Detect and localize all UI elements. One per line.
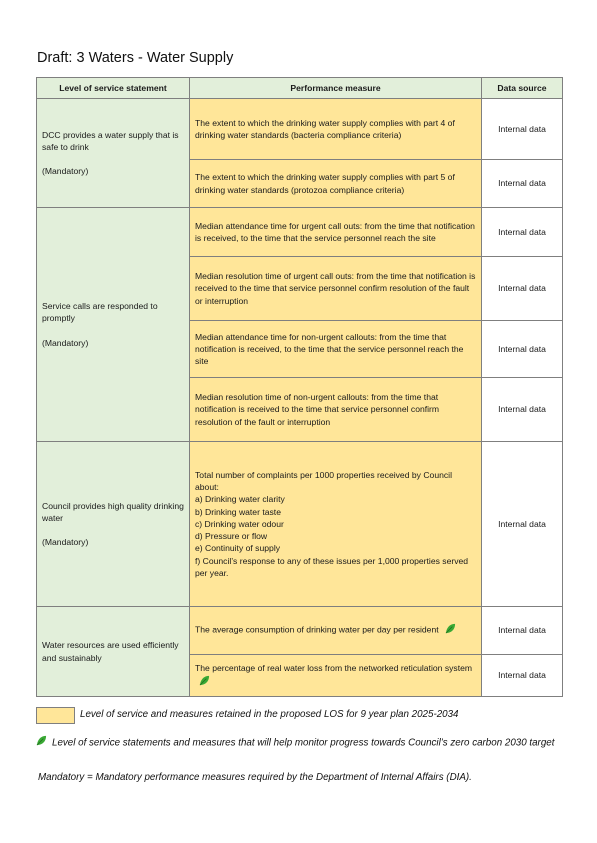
source-cell: Internal data <box>482 160 563 208</box>
statement-cell <box>37 208 190 442</box>
statement-text: DCC provides a water supply that is safe to drink <box>42 129 179 152</box>
legend-zero-carbon <box>36 735 556 751</box>
measure-cell: Median attendance time for non-urgent callouts: from the time that notification is received, to the time that the service personnel reach the site <box>190 321 482 378</box>
measure-cell: Median resolution time of urgent call outs: from the time that notification is received to the time that service personnel confirm resolution of the fault or interruption <box>190 257 482 321</box>
level-of-service-table <box>36 77 563 697</box>
measure-item: d) Pressure or flow <box>195 531 268 542</box>
mandatory-label: (Mandatory) <box>42 537 89 548</box>
measure-cell: Median resolution time of non-urgent callouts: from the time that notification is received to the time that service personnel confirm resolution of the fault or interruption <box>190 378 482 442</box>
table-row <box>37 607 563 655</box>
leaf-icon <box>445 623 456 637</box>
measure-item: b) Drinking water taste <box>195 506 281 517</box>
statement-cell <box>37 607 190 697</box>
measure-cell: The extent to which the drinking water supply complies with part 4 of drinking water standards (bacteria compliance criteria) <box>190 99 482 160</box>
source-cell: Internal data <box>482 655 563 697</box>
table-row <box>37 208 563 257</box>
measure-item: c) Drinking water odour <box>195 518 284 529</box>
mandatory-label: (Mandatory) <box>42 337 89 348</box>
measure-intro: Total number of complaints per 1000 properties received by Council about: <box>195 469 452 492</box>
statement-cell <box>37 442 190 607</box>
measure-text: The average consumption of drinking water per day per resident <box>195 624 439 635</box>
measure-cell <box>190 655 482 697</box>
measure-item: f) Council’s response to any of these issues per 1,000 properties served per year. <box>195 555 469 579</box>
source-cell: Internal data <box>482 378 563 442</box>
legend-mandatory-note: Mandatory = Mandatory performance measures required by the Department of Internal Affairs (DIA). <box>38 772 472 783</box>
source-cell: Internal data <box>482 208 563 257</box>
header-source: Data source <box>482 78 563 99</box>
source-cell: Internal data <box>482 257 563 321</box>
source-cell: Internal data <box>482 442 563 607</box>
leaf-icon <box>36 735 47 751</box>
source-cell: Internal data <box>482 607 563 655</box>
legend-swatch-retained <box>36 707 75 724</box>
source-cell: Internal data <box>482 99 563 160</box>
statement-text: Water resources are used efficiently and sustainably <box>42 640 179 663</box>
table-header-row <box>37 78 563 99</box>
header-statement: Level of service statement <box>37 78 190 99</box>
page-title: Draft: 3 Waters - Water Supply <box>37 50 234 66</box>
statement-cell <box>37 99 190 208</box>
table-row <box>37 442 563 607</box>
header-measure: Performance measure <box>190 78 482 99</box>
statement-text: Service calls are responded to promptly <box>42 301 158 324</box>
table-row <box>37 99 563 160</box>
measure-cell: Median attendance time for urgent call outs: from the time that notification is received, to the time that the service personnel reach the site <box>190 208 482 257</box>
mandatory-label: (Mandatory) <box>42 166 89 177</box>
statement-text: Council provides high quality drinking water <box>42 500 184 523</box>
measure-item: e) Continuity of supply <box>195 543 281 554</box>
legend-retained-text: Level of service and measures retained in the proposed LOS for 9 year plan 2025-2034 <box>80 709 459 720</box>
measure-item: a) Drinking water clarity <box>195 494 285 505</box>
measure-cell <box>190 607 482 655</box>
measure-cell: The extent to which the drinking water supply complies with part 5 of drinking water standards (protozoa compliance criteria) <box>190 160 482 208</box>
measure-cell <box>190 442 482 607</box>
source-cell: Internal data <box>482 321 563 378</box>
measure-text: The percentage of real water loss from the networked reticulation system <box>195 663 473 674</box>
legend-zero-carbon-text: Level of service statements and measures that will help monitor progress towards Council’s zero carbon 2030 target <box>52 737 555 749</box>
leaf-icon <box>199 675 210 689</box>
